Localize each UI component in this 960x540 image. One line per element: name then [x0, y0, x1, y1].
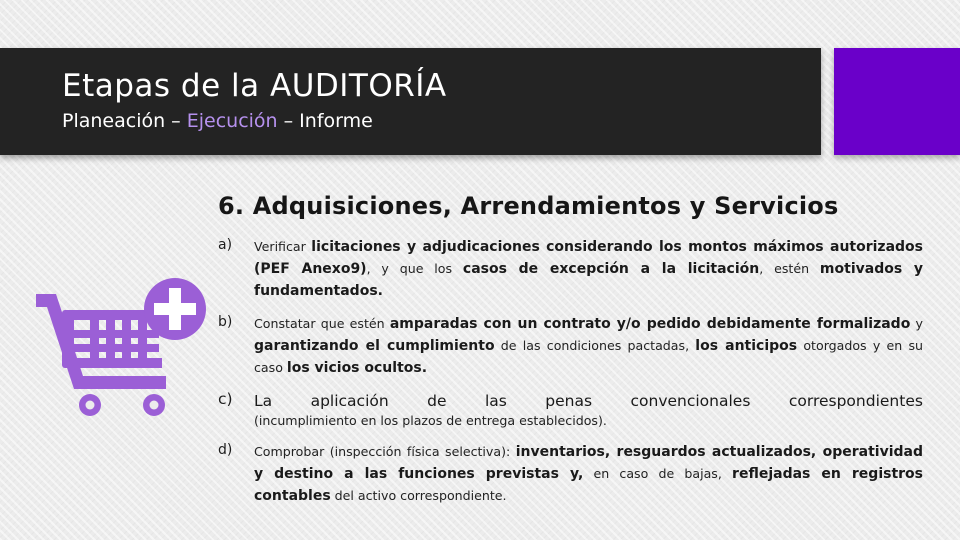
- shopping-cart-add-icon: [30, 272, 208, 422]
- text-segment: Verificar: [254, 239, 312, 254]
- list-item-c: [218, 390, 923, 430]
- list-marker: b): [218, 314, 233, 330]
- word: correspondientes: [788, 392, 923, 410]
- list-marker: d): [218, 442, 233, 458]
- text-segment: del activo correspondiente.: [330, 488, 507, 503]
- text-segment: Comprobar (inspección física selectiva):: [254, 444, 516, 459]
- list-item-text: [254, 390, 923, 412]
- text-segment-bold: inventarios, resguardos actualizados, operatividad y destino a las funciones previstas y,: [254, 444, 923, 482]
- text-segment: otorgados y en su caso: [254, 338, 923, 375]
- list-marker: a): [218, 237, 233, 253]
- content-title: 6. Adquisiciones, Arrendamientos y Servicios: [218, 192, 839, 220]
- word: de: [427, 392, 447, 410]
- subtitle-part-ejecucion: Ejecución: [186, 110, 278, 132]
- list-item-d: [218, 441, 923, 507]
- text-segment-bold: los vicios ocultos.: [286, 360, 428, 376]
- list-item-text: [254, 236, 923, 302]
- list-item-note: (incumplimiento en los plazos de entrega establecidos).: [254, 413, 607, 428]
- word: La: [254, 392, 273, 410]
- subtitle-part-informe: – Informe: [277, 110, 373, 132]
- list-item-text: [254, 313, 923, 379]
- text-segment-bold: casos de excepción a la licitación: [462, 261, 760, 277]
- text-segment: y: [910, 316, 923, 331]
- accent-block: [834, 48, 960, 155]
- text-segment: de las condiciones pactadas,: [494, 338, 696, 353]
- text-segment: en caso de bajas,: [583, 466, 733, 481]
- text-segment-bold: motivados y fundamentados.: [254, 261, 924, 299]
- items-list: [218, 236, 923, 518]
- subtitle-part-planeacion: Planeación –: [62, 110, 187, 132]
- word: las: [484, 392, 507, 410]
- word: penas: [545, 392, 593, 410]
- text-segment: Constatar que estén: [254, 316, 390, 331]
- text-segment-bold: amparadas con un contrato y/o pedido debidamente formalizado: [389, 316, 911, 332]
- list-item-a: [218, 236, 923, 302]
- word: convencionales: [630, 392, 751, 410]
- text-segment-bold: los anticipos: [695, 338, 798, 354]
- text-segment: , estén: [759, 261, 820, 276]
- list-marker: c): [218, 390, 233, 408]
- title-band: [0, 48, 821, 155]
- text-segment: , y que los: [366, 261, 463, 276]
- text-segment-bold: licitaciones y adjudicaciones considerando los montos máximos autorizados (PEF Anexo9): [254, 239, 923, 277]
- text-segment-bold: reflejadas en registros contables: [254, 466, 923, 504]
- text-segment-bold: garantizando el cumplimiento: [254, 338, 495, 354]
- list-item-text: [254, 441, 923, 507]
- list-item-b: [218, 313, 923, 379]
- slide-title: Etapas de la AUDITORÍA: [62, 68, 447, 104]
- word: aplicación: [310, 392, 389, 410]
- slide-subtitle: [62, 110, 373, 132]
